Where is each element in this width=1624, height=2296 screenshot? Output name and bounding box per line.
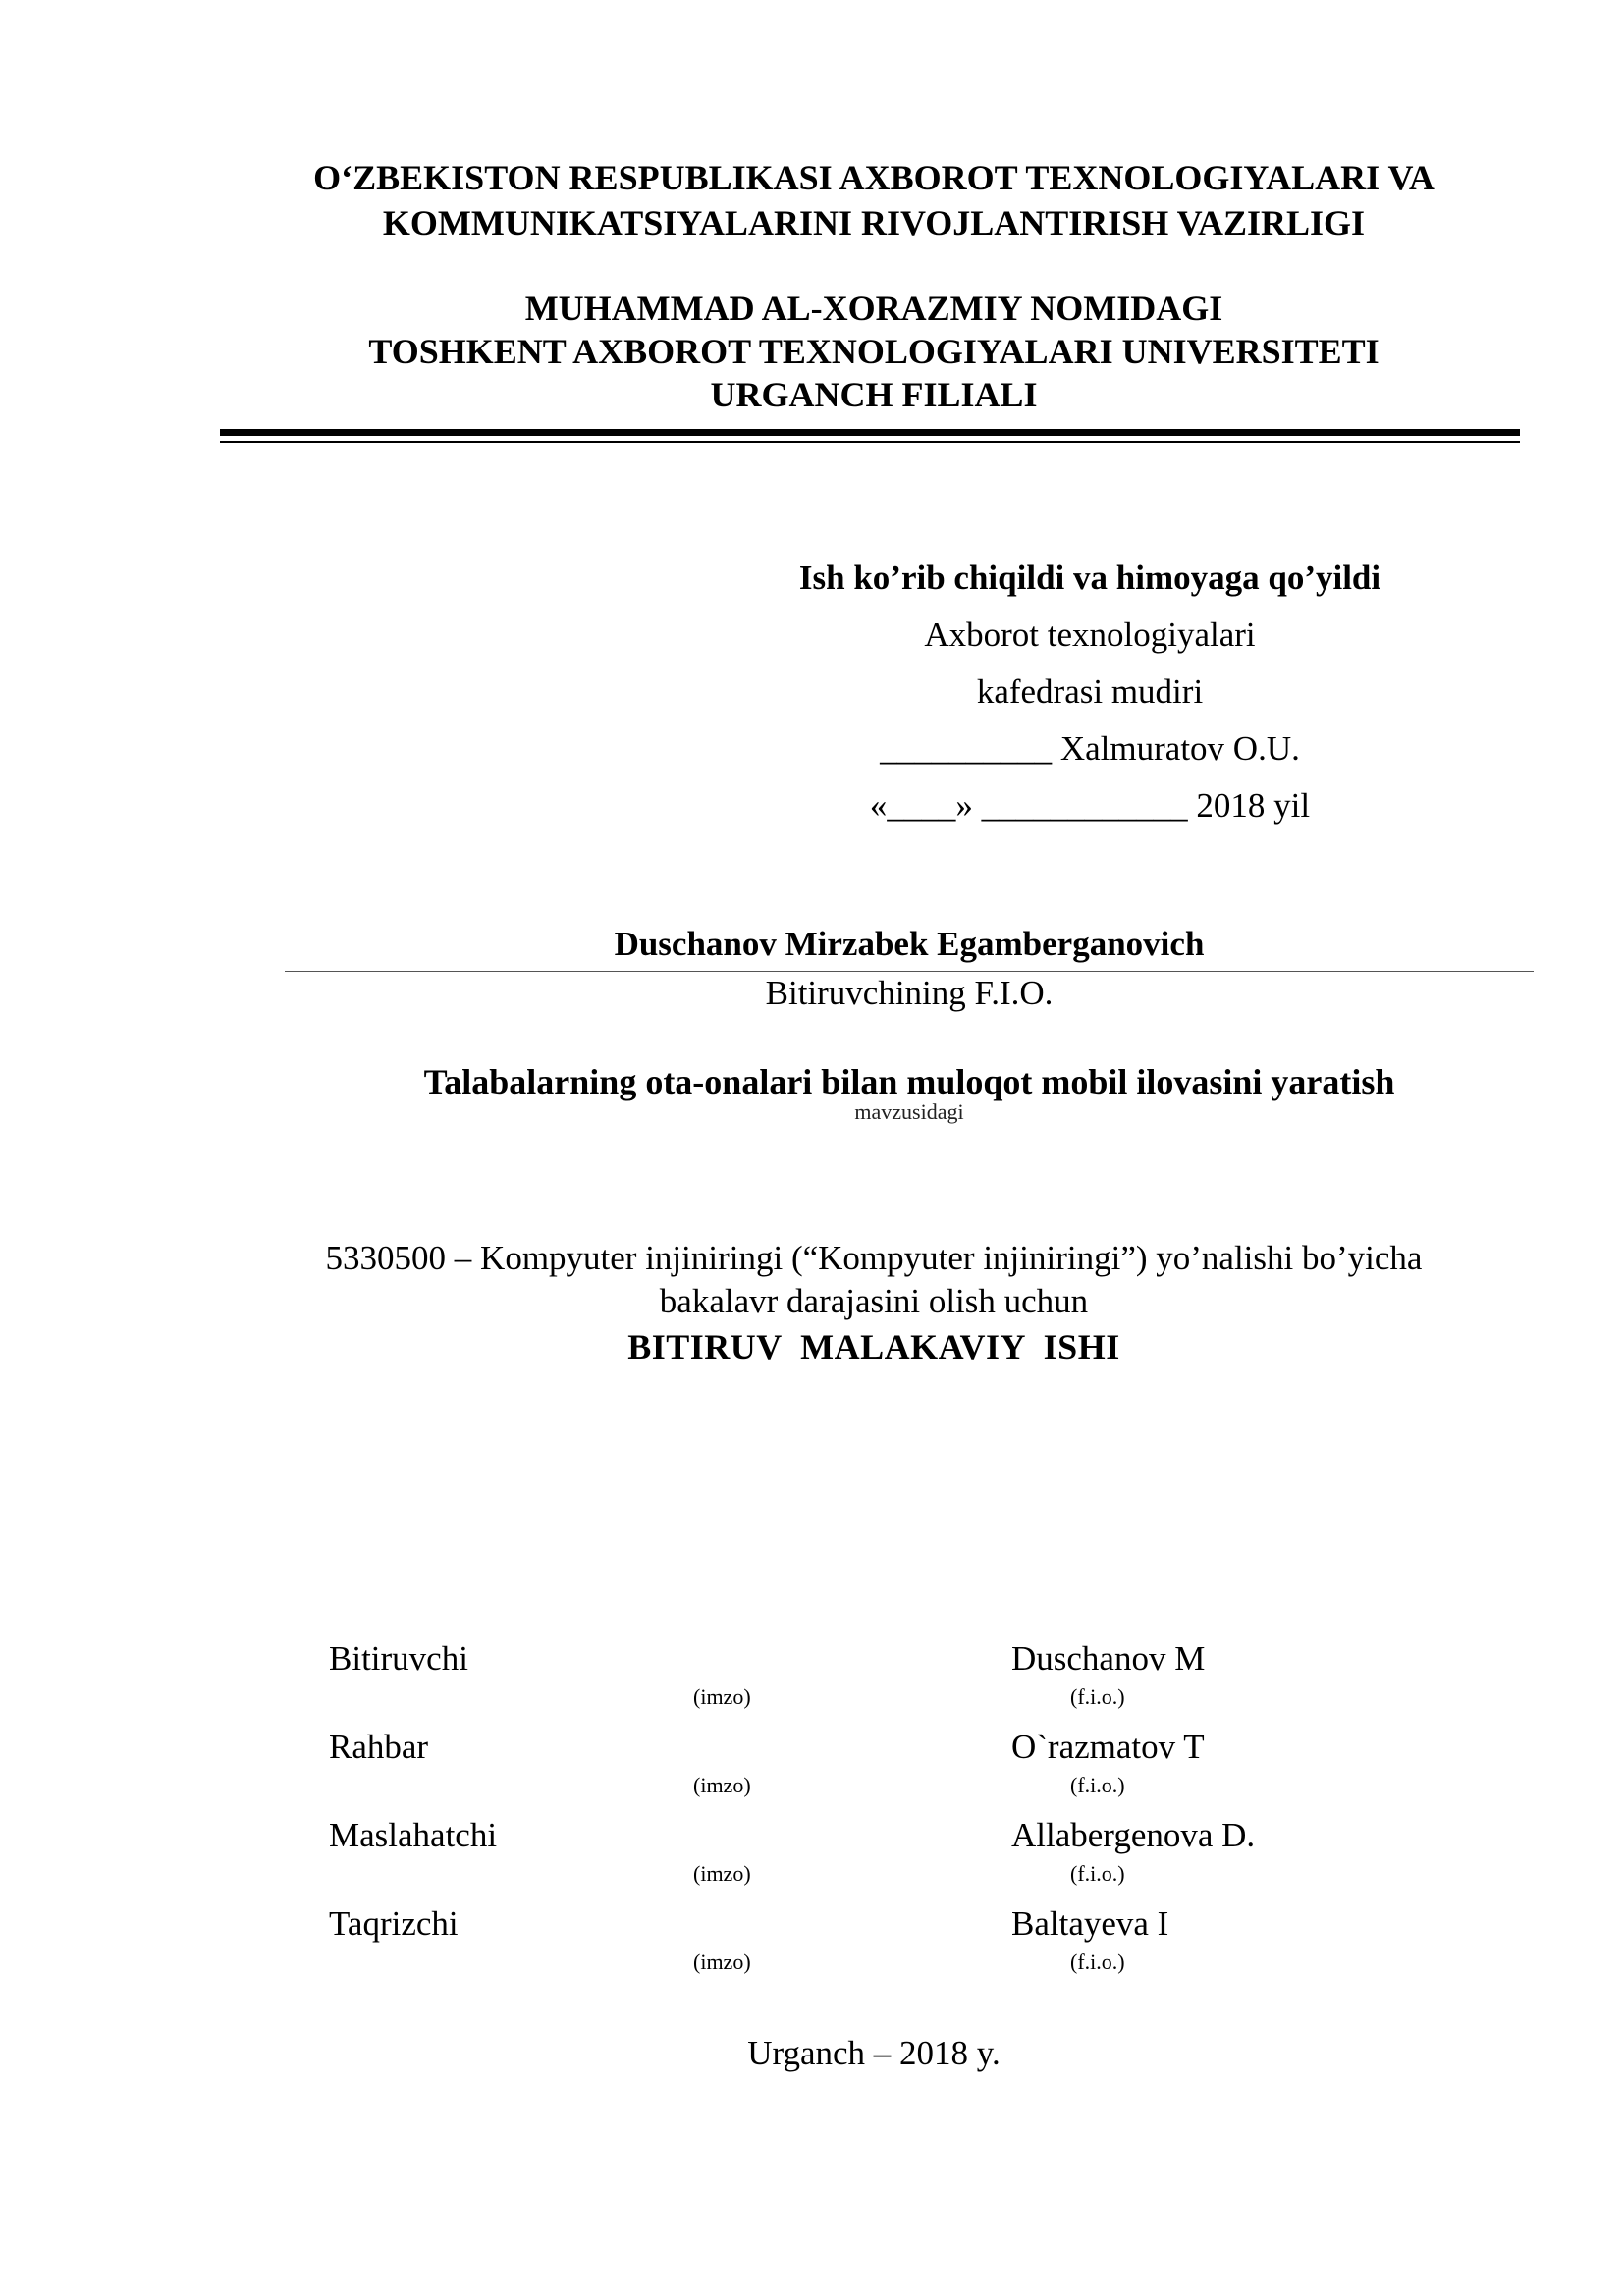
signature-role: Taqrizchi: [329, 1904, 459, 1943]
signature-fio-caption: (f.i.o.): [1070, 1949, 1125, 1974]
signature-row: [0, 1637, 1624, 1726]
place-year-footer: Urganch – 2018 y.: [747, 2034, 1001, 2072]
header-divider-thick: [220, 429, 1520, 436]
signature-person-name: Allabergenova D.: [1011, 1816, 1256, 1854]
signature-fio-caption: (f.i.o.): [1070, 1684, 1125, 1709]
ministry-heading: [177, 155, 1571, 245]
approval-block: [707, 550, 1473, 834]
approval-line-1: Axborot texnologiyalari: [924, 615, 1256, 654]
signature-role: Bitiruvchi: [329, 1639, 468, 1678]
university-line-3: URGANCH FILIALI: [710, 375, 1038, 414]
signature-imzo-caption: (imzo): [693, 1773, 751, 1797]
approval-line-2: kafedrasi mudiri: [976, 672, 1204, 711]
signature-imzo-caption: (imzo): [693, 1684, 751, 1709]
signature-person-name: Duschanov M: [1011, 1639, 1206, 1678]
signature-person-name: Baltayeva I: [1011, 1904, 1169, 1943]
ministry-line-1: O‘ZBEKISTON RESPUBLIKASI AXBOROT TEXNOLOGIYALARI VA: [313, 158, 1435, 197]
program-block: [177, 1237, 1571, 1323]
approval-line-4: «____» ____________ 2018 yil: [869, 786, 1311, 825]
approval-line-3: __________ Xalmuratov O.U.: [880, 729, 1300, 768]
header-divider-thin: [220, 441, 1520, 443]
signature-imzo-caption: (imzo): [693, 1949, 751, 1974]
student-caption: Bitiruvchining F.I.O.: [765, 974, 1054, 1012]
signature-role: Maslahatchi: [329, 1816, 498, 1854]
student-name: Duschanov Mirzabek Egamberganovich: [614, 925, 1205, 963]
university-line-2: TOSHKENT AXBOROT TEXNOLOGIYALARI UNIVERSITETI: [368, 332, 1380, 371]
signature-row: [0, 1726, 1624, 1814]
approval-title: Ish ko’rib chiqildi va himoyaga qo’yildi: [798, 559, 1381, 597]
university-heading: [177, 287, 1571, 416]
signature-imzo-caption: (imzo): [693, 1861, 751, 1886]
signature-role: Rahbar: [329, 1728, 429, 1766]
work-type-title: BITIRUV MALAKAVIY ISHI: [627, 1327, 1120, 1366]
ministry-line-2: KOMMUNIKATSIYALARINI RIVOJLANTIRISH VAZIRLIGI: [382, 203, 1366, 242]
signature-row: [0, 1902, 1624, 1991]
university-line-1: MUHAMMAD AL-XORAZMIY NOMIDAGI: [524, 289, 1223, 328]
signature-row: [0, 1814, 1624, 1902]
thesis-topic: Talabalarning ota-onalari bilan muloqot mobil ilovasini yaratish: [423, 1062, 1395, 1101]
program-line-2: bakalavr darajasini olish uchun: [659, 1282, 1089, 1320]
thesis-topic-caption: mavzusidagi: [854, 1099, 964, 1124]
signature-fio-caption: (f.i.o.): [1070, 1861, 1125, 1886]
signature-fio-caption: (f.i.o.): [1070, 1773, 1125, 1797]
signature-person-name: O`razmatov T: [1011, 1728, 1205, 1766]
program-line-1: 5330500 – Kompyuter injiniringi (“Kompyuter injiniringi”) yo’nalishi bo’yicha: [325, 1239, 1423, 1277]
